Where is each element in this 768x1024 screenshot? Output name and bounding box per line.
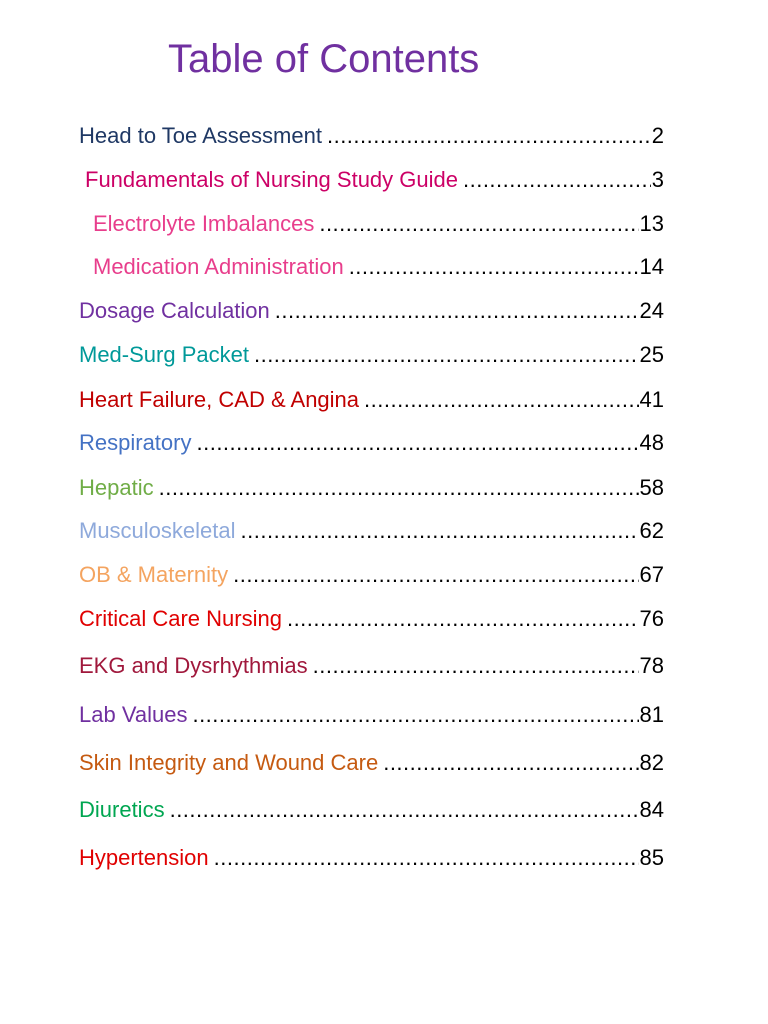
toc-entry-fundamentals [85, 165, 664, 195]
toc-entry-label: Med-Surg Packet [79, 342, 249, 367]
toc-entry-label: Respiratory [79, 430, 192, 455]
toc-entry-page-number: 58 [639, 475, 664, 500]
toc-entry-leader [170, 795, 639, 825]
toc-entry-ekg [79, 651, 664, 681]
toc-entry-leader [233, 560, 638, 590]
toc-entry-ob-maternity [79, 560, 664, 590]
toc-entry-hypertension [79, 843, 664, 873]
toc-entry-critical-care [79, 604, 664, 634]
toc-entry-label: Hypertension [79, 845, 209, 870]
toc-entry-label: Skin Integrity and Wound Care [79, 750, 379, 775]
toc-entry-label: Electrolyte Imbalances [93, 211, 315, 236]
toc-entry-musculoskeletal [79, 516, 664, 546]
toc-entry-leader [192, 700, 638, 730]
toc-entry-leader [364, 385, 638, 415]
toc-entry-label: Hepatic [79, 475, 154, 500]
toc-entry-page-number: 84 [639, 797, 664, 822]
toc-entry-leader [159, 473, 639, 503]
toc-entry-label: Musculoskeletal [79, 518, 236, 543]
toc-entry-label: OB & Maternity [79, 562, 229, 587]
toc-entry-skin-integrity [79, 748, 664, 778]
toc-entry-label: Heart Failure, CAD & Angina [79, 387, 360, 412]
toc-entry-page-number: 81 [639, 702, 664, 727]
toc-entry-label: EKG and Dysrhythmias [79, 653, 308, 678]
toc-entry-leader [327, 121, 651, 151]
toc-entry-hepatic [79, 473, 664, 503]
toc-entry-leader [313, 651, 639, 681]
toc-entry-electrolyte-imbalances [93, 209, 664, 239]
toc-entry-page-number: 3 [651, 167, 664, 192]
toc-entry-page-number: 13 [639, 211, 664, 236]
toc-entry-diuretics [79, 795, 664, 825]
toc-entry-leader [463, 165, 651, 195]
toc-entry-page-number: 76 [639, 606, 664, 631]
toc-entry-page-number: 85 [639, 845, 664, 870]
toc-entry-leader [275, 296, 639, 326]
toc-entry-leader [241, 516, 639, 546]
toc-entry-leader [287, 604, 639, 634]
toc-entry-leader [349, 252, 639, 282]
toc-entry-leader [319, 209, 638, 239]
toc-entry-page-number: 62 [639, 518, 664, 543]
toc-entry-page-number: 2 [651, 123, 664, 148]
toc-entry-leader [383, 748, 638, 778]
toc-entry-leader [196, 428, 638, 458]
toc-entry-leader [254, 340, 639, 370]
toc-entry-label: Head to Toe Assessment [79, 123, 322, 148]
toc-entry-leader [214, 843, 639, 873]
toc-entry-medication-administration [93, 252, 664, 282]
toc-entry-page-number: 25 [639, 342, 664, 367]
toc-entry-page-number: 82 [639, 750, 664, 775]
toc-entry-lab-values [79, 700, 664, 730]
toc-entry-label: Lab Values [79, 702, 188, 727]
page-title: Table of Contents [168, 37, 480, 81]
toc-entry-heart-failure [79, 385, 664, 415]
toc-entry-label: Medication Administration [93, 254, 344, 279]
toc-entry-page-number: 67 [639, 562, 664, 587]
toc-entry-respiratory [79, 428, 664, 458]
toc-entry-label: Diuretics [79, 797, 165, 822]
toc-entry-med-surg-packet [79, 340, 664, 370]
toc-entry-label: Dosage Calculation [79, 298, 270, 323]
toc-entry-page-number: 78 [639, 653, 664, 678]
toc-entry-page-number: 24 [639, 298, 664, 323]
toc-entry-page-number: 41 [639, 387, 664, 412]
toc-entry-page-number: 14 [639, 254, 664, 279]
toc-entry-dosage-calculation [79, 296, 664, 326]
toc-entry-head-to-toe [79, 121, 664, 151]
toc-entry-page-number: 48 [639, 430, 664, 455]
toc-entry-label: Critical Care Nursing [79, 606, 282, 631]
toc-entry-label: Fundamentals of Nursing Study Guide [85, 167, 458, 192]
